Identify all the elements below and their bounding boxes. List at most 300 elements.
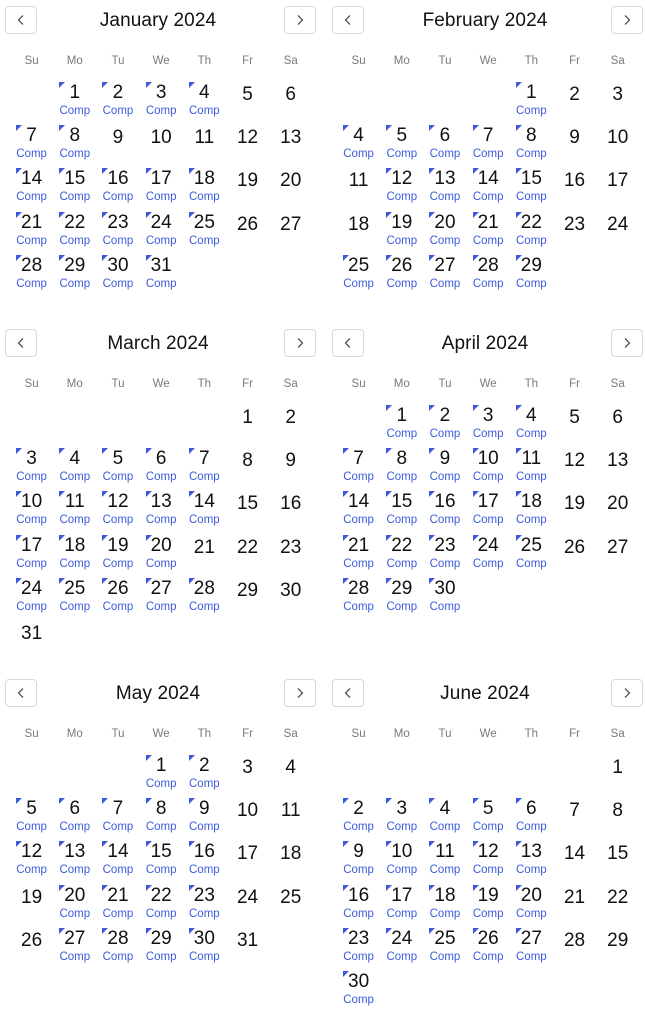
day-cell[interactable]	[10, 877, 53, 920]
day-cell[interactable]	[553, 833, 596, 876]
day-cell[interactable]	[96, 790, 139, 833]
comp-corner-marker	[59, 212, 65, 218]
comp-label: Comp	[386, 907, 418, 920]
day-cell[interactable]	[96, 483, 139, 526]
day-cell[interactable]	[226, 747, 269, 790]
day-cell[interactable]	[423, 247, 466, 290]
day-cell[interactable]	[10, 613, 53, 656]
day-cell[interactable]	[380, 117, 423, 160]
weekday-label: We	[479, 378, 497, 390]
day-number: 16	[107, 168, 129, 190]
day-number: 9	[112, 127, 124, 149]
comp-corner-marker	[146, 448, 152, 454]
day-cell[interactable]	[140, 440, 183, 483]
day-cell[interactable]	[269, 483, 312, 526]
day-cell[interactable]	[183, 790, 226, 833]
day-cell[interactable]	[269, 160, 312, 203]
day-cell[interactable]	[423, 160, 466, 203]
day-number: 27	[434, 254, 456, 276]
comp-label: Comp	[429, 557, 461, 570]
day-cell[interactable]	[423, 833, 466, 876]
day-number: 15	[391, 491, 413, 513]
day-cell[interactable]	[269, 527, 312, 570]
day-cell[interactable]	[140, 527, 183, 570]
weekday-label: Su	[24, 378, 39, 390]
day-cell[interactable]	[510, 920, 553, 963]
month-title: March 2024	[107, 333, 209, 354]
day-cell[interactable]	[337, 833, 380, 876]
day-cell[interactable]	[226, 74, 269, 117]
day-cell[interactable]	[510, 117, 553, 160]
day-cell[interactable]	[553, 74, 596, 117]
day-cell[interactable]	[596, 833, 639, 876]
day-cell[interactable]	[96, 247, 139, 290]
day-cell[interactable]	[467, 833, 510, 876]
day-cell[interactable]	[53, 790, 96, 833]
next-month-button[interactable]	[611, 679, 643, 707]
day-cell[interactable]	[140, 570, 183, 613]
comp-label: Comp	[516, 105, 547, 117]
day-cell[interactable]	[380, 397, 423, 440]
day-cell[interactable]	[553, 204, 596, 247]
day-cell[interactable]	[226, 920, 269, 963]
weekday-label: Fr	[242, 55, 253, 67]
next-month-button[interactable]	[611, 6, 643, 34]
comp-corner-marker	[102, 798, 108, 804]
next-month-button[interactable]	[611, 329, 643, 357]
month-title: January 2024	[99, 10, 217, 31]
day-number: 26	[391, 254, 413, 276]
day-cell[interactable]	[140, 160, 183, 203]
comp-label: Comp	[429, 148, 461, 161]
comp-label: Comp	[59, 821, 91, 834]
day-cell[interactable]	[380, 483, 423, 526]
day-cell[interactable]	[596, 397, 639, 440]
day-cell[interactable]	[269, 117, 312, 160]
comp-corner-marker	[343, 971, 349, 977]
day-cell[interactable]	[596, 527, 639, 570]
comp-corner-marker	[386, 578, 392, 584]
day-cell[interactable]	[553, 160, 596, 203]
day-cell[interactable]	[96, 204, 139, 247]
day-cell[interactable]	[553, 440, 596, 483]
day-cell[interactable]	[553, 920, 596, 963]
day-number: 6	[526, 798, 537, 820]
day-cell[interactable]	[337, 440, 380, 483]
comp-label: Comp	[516, 907, 547, 920]
day-cell[interactable]	[183, 920, 226, 963]
day-cell[interactable]	[467, 527, 510, 570]
weekday-label: Th	[197, 728, 212, 740]
day-cell[interactable]	[337, 483, 380, 526]
day-number: 20	[150, 534, 172, 556]
day-cell[interactable]	[226, 483, 269, 526]
day-cell[interactable]	[510, 877, 553, 920]
day-cell[interactable]	[423, 790, 466, 833]
day-cell[interactable]	[380, 833, 423, 876]
day-cell[interactable]	[53, 440, 96, 483]
comp-corner-marker	[473, 125, 479, 131]
next-month-button[interactable]	[284, 329, 316, 357]
day-cell[interactable]	[337, 204, 380, 247]
day-cell[interactable]	[140, 877, 183, 920]
day-cell[interactable]	[183, 160, 226, 203]
day-cell[interactable]	[226, 397, 269, 440]
day-number: 14	[193, 491, 215, 513]
day-cell[interactable]	[337, 963, 380, 1006]
day-cell[interactable]	[596, 790, 639, 833]
day-cell[interactable]	[140, 833, 183, 876]
comp-label: Comp	[516, 950, 547, 963]
comp-corner-marker	[386, 255, 392, 261]
day-cell[interactable]	[380, 790, 423, 833]
day-cell[interactable]	[53, 247, 96, 290]
day-cell[interactable]	[596, 204, 639, 247]
day-cell[interactable]	[596, 440, 639, 483]
day-cell[interactable]	[467, 440, 510, 483]
day-cell[interactable]	[423, 527, 466, 570]
day-number: 25	[280, 886, 302, 908]
day-cell[interactable]	[53, 570, 96, 613]
month-calendar	[0, 323, 316, 656]
day-cell[interactable]	[553, 397, 596, 440]
comp-label: Comp	[386, 514, 418, 527]
day-cell[interactable]	[510, 483, 553, 526]
day-cell[interactable]	[510, 204, 553, 247]
day-number: 12	[107, 491, 129, 513]
comp-label: Comp	[59, 234, 91, 247]
comp-corner-marker	[146, 885, 152, 891]
weekday-label: Mo	[393, 728, 410, 740]
day-cell[interactable]	[510, 247, 553, 290]
day-cell[interactable]	[140, 247, 183, 290]
day-cell[interactable]	[226, 570, 269, 613]
day-cell[interactable]	[337, 527, 380, 570]
day-cell[interactable]	[226, 204, 269, 247]
day-cell[interactable]	[467, 117, 510, 160]
day-cell[interactable]	[183, 440, 226, 483]
day-cell[interactable]	[140, 483, 183, 526]
day-cell[interactable]	[423, 440, 466, 483]
comp-corner-marker	[16, 212, 22, 218]
day-number: 9	[353, 841, 364, 863]
comp-corner-marker	[516, 535, 522, 541]
day-cell[interactable]	[423, 204, 466, 247]
comp-corner-marker	[516, 125, 522, 131]
day-cell[interactable]	[467, 790, 510, 833]
day-cell[interactable]	[10, 247, 53, 290]
day-number: 8	[69, 125, 81, 147]
empty-day-cell	[10, 747, 53, 790]
day-number: 6	[69, 798, 81, 820]
day-cell[interactable]	[140, 790, 183, 833]
day-cell[interactable]	[337, 570, 380, 613]
empty-day-cell	[10, 74, 53, 117]
day-cell[interactable]	[423, 877, 466, 920]
day-number: 9	[439, 448, 451, 470]
day-cell[interactable]	[596, 74, 639, 117]
day-cell[interactable]	[53, 204, 96, 247]
day-cell[interactable]	[10, 570, 53, 613]
day-cell[interactable]	[53, 117, 96, 160]
day-number: 1	[242, 407, 253, 428]
comp-label: Comp	[472, 471, 504, 484]
empty-day-cell	[380, 747, 423, 790]
day-cell[interactable]	[226, 160, 269, 203]
day-cell[interactable]	[337, 920, 380, 963]
day-cell[interactable]	[337, 160, 380, 203]
day-cell[interactable]	[553, 117, 596, 160]
day-cell[interactable]	[269, 204, 312, 247]
day-cell[interactable]	[183, 204, 226, 247]
day-cell[interactable]	[553, 877, 596, 920]
comp-label: Comp	[516, 821, 547, 834]
comp-corner-marker	[146, 82, 152, 88]
day-number: 30	[348, 970, 370, 992]
comp-corner-marker	[343, 578, 349, 584]
comp-label: Comp	[343, 514, 374, 527]
comp-label: Comp	[472, 821, 504, 834]
comp-label: Comp	[472, 428, 504, 440]
day-cell[interactable]	[380, 570, 423, 613]
day-cell[interactable]	[467, 204, 510, 247]
day-cell[interactable]	[226, 877, 269, 920]
comp-corner-marker	[16, 798, 22, 804]
day-cell[interactable]	[423, 570, 466, 613]
day-cell[interactable]	[53, 527, 96, 570]
day-cell[interactable]	[53, 483, 96, 526]
day-cell[interactable]	[337, 117, 380, 160]
day-cell[interactable]	[510, 833, 553, 876]
day-number: 23	[563, 213, 586, 235]
day-cell[interactable]	[553, 527, 596, 570]
day-cell[interactable]	[510, 790, 553, 833]
day-cell[interactable]	[467, 877, 510, 920]
comp-corner-marker	[189, 928, 195, 934]
comp-corner-marker	[189, 755, 195, 761]
day-cell[interactable]	[53, 833, 96, 876]
weekday-label: Sa	[610, 728, 625, 740]
empty-day-cell	[337, 397, 380, 440]
day-cell[interactable]	[596, 877, 639, 920]
day-cell[interactable]	[96, 920, 139, 963]
comp-label: Comp	[386, 557, 418, 570]
weekday-label: Tu	[111, 378, 125, 390]
comp-label: Comp	[386, 148, 418, 161]
weekday-label: Mo	[393, 378, 410, 390]
day-cell[interactable]	[467, 160, 510, 203]
day-cell[interactable]	[269, 74, 312, 117]
day-cell[interactable]	[140, 117, 183, 160]
weekday-label: We	[152, 378, 170, 390]
empty-day-cell	[96, 747, 139, 790]
day-cell[interactable]	[596, 160, 639, 203]
day-number: 30	[107, 254, 129, 276]
comp-label: Comp	[429, 907, 461, 920]
day-cell[interactable]	[596, 117, 639, 160]
weekday-label: Su	[351, 378, 366, 390]
day-cell[interactable]	[183, 527, 226, 570]
day-cell[interactable]	[380, 527, 423, 570]
weekday-label: Fr	[569, 378, 580, 390]
day-cell[interactable]	[183, 833, 226, 876]
day-cell[interactable]	[183, 117, 226, 160]
day-cell[interactable]	[269, 877, 312, 920]
day-cell[interactable]	[140, 920, 183, 963]
day-cell[interactable]	[467, 397, 510, 440]
day-cell[interactable]	[467, 247, 510, 290]
empty-day-cell	[423, 74, 466, 117]
day-cell[interactable]	[183, 877, 226, 920]
day-cell[interactable]	[380, 877, 423, 920]
day-cell[interactable]	[183, 74, 226, 117]
day-cell[interactable]	[226, 440, 269, 483]
day-cell[interactable]	[467, 483, 510, 526]
day-cell[interactable]	[380, 204, 423, 247]
day-cell[interactable]	[140, 747, 183, 790]
comp-label: Comp	[472, 514, 504, 527]
day-cell[interactable]	[10, 833, 53, 876]
day-cell[interactable]	[269, 397, 312, 440]
day-cell[interactable]	[510, 160, 553, 203]
day-number: 22	[520, 211, 542, 233]
day-number: 7	[26, 125, 37, 147]
weekday-label: We	[479, 728, 497, 740]
comp-corner-marker	[59, 578, 65, 584]
weekday-label: Mo	[66, 378, 83, 390]
day-cell[interactable]	[226, 117, 269, 160]
day-cell[interactable]	[183, 483, 226, 526]
day-cell[interactable]	[96, 117, 139, 160]
month-title: April 2024	[441, 333, 529, 354]
day-cell[interactable]	[423, 483, 466, 526]
weekday-label: Th	[524, 378, 539, 390]
day-cell[interactable]	[269, 570, 312, 613]
day-cell[interactable]	[140, 74, 183, 117]
comp-corner-marker	[59, 928, 65, 934]
day-cell[interactable]	[269, 747, 312, 790]
day-cell[interactable]	[423, 920, 466, 963]
comp-corner-marker	[429, 798, 435, 804]
day-cell[interactable]	[10, 160, 53, 203]
day-cell[interactable]	[596, 920, 639, 963]
weekday-header-row	[337, 54, 643, 74]
day-cell[interactable]	[10, 790, 53, 833]
day-cell[interactable]	[96, 74, 139, 117]
day-number: 3	[482, 405, 494, 426]
day-number: 16	[280, 493, 302, 515]
day-cell[interactable]	[96, 877, 139, 920]
comp-label: Comp	[102, 234, 134, 247]
day-cell[interactable]	[380, 440, 423, 483]
day-cell[interactable]	[96, 527, 139, 570]
day-cell[interactable]	[10, 920, 53, 963]
comp-label: Comp	[472, 277, 504, 290]
day-cell[interactable]	[269, 833, 312, 876]
day-cell[interactable]	[337, 877, 380, 920]
day-cell[interactable]	[226, 790, 269, 833]
day-cell[interactable]	[269, 790, 312, 833]
day-cell[interactable]	[53, 160, 96, 203]
comp-corner-marker	[343, 255, 349, 261]
day-cell[interactable]	[423, 397, 466, 440]
day-cell[interactable]	[337, 247, 380, 290]
day-cell[interactable]	[510, 440, 553, 483]
day-cell[interactable]	[553, 790, 596, 833]
day-cell[interactable]	[183, 570, 226, 613]
comp-corner-marker	[59, 491, 65, 497]
day-cell[interactable]	[10, 117, 53, 160]
day-cell[interactable]	[183, 747, 226, 790]
day-cell[interactable]	[553, 483, 596, 526]
day-cell[interactable]	[226, 527, 269, 570]
day-number: 1	[155, 755, 167, 776]
day-cell[interactable]	[596, 747, 639, 790]
comp-label: Comp	[189, 191, 220, 204]
day-cell[interactable]	[10, 440, 53, 483]
day-cell[interactable]	[96, 160, 139, 203]
comp-label: Comp	[102, 821, 134, 834]
day-number: 16	[193, 841, 215, 863]
day-cell[interactable]	[96, 833, 139, 876]
comp-corner-marker	[146, 755, 152, 761]
day-cell[interactable]	[96, 440, 139, 483]
day-cell[interactable]	[380, 247, 423, 290]
day-cell[interactable]	[226, 833, 269, 876]
day-cell[interactable]	[269, 440, 312, 483]
day-number: 9	[199, 798, 210, 820]
day-cell[interactable]	[596, 483, 639, 526]
comp-corner-marker	[429, 491, 435, 497]
day-cell[interactable]	[510, 74, 553, 117]
day-number: 7	[569, 800, 580, 822]
day-number: 12	[563, 450, 586, 472]
comp-corner-marker	[429, 168, 435, 174]
chevron-right-icon	[294, 337, 306, 349]
comp-corner-marker	[16, 535, 22, 541]
day-number: 23	[107, 211, 129, 233]
day-number: 26	[236, 213, 259, 235]
next-month-button[interactable]	[284, 6, 316, 34]
comp-label: Comp	[343, 907, 374, 920]
day-cell[interactable]	[96, 570, 139, 613]
next-month-button[interactable]	[284, 679, 316, 707]
days-grid	[337, 397, 643, 613]
day-cell[interactable]	[467, 920, 510, 963]
day-cell[interactable]	[53, 920, 96, 963]
day-cell[interactable]	[53, 74, 96, 117]
day-cell[interactable]	[510, 397, 553, 440]
day-cell[interactable]	[10, 527, 53, 570]
comp-label: Comp	[102, 557, 134, 570]
day-cell[interactable]	[140, 204, 183, 247]
day-cell[interactable]	[380, 160, 423, 203]
comp-corner-marker	[386, 928, 392, 934]
day-cell[interactable]	[10, 483, 53, 526]
day-number: 16	[348, 884, 370, 906]
comp-corner-marker	[473, 212, 479, 218]
day-cell[interactable]	[423, 117, 466, 160]
day-cell[interactable]	[380, 920, 423, 963]
day-cell[interactable]	[10, 204, 53, 247]
day-number: 2	[199, 755, 210, 776]
day-cell[interactable]	[337, 790, 380, 833]
day-cell[interactable]	[53, 877, 96, 920]
day-number: 20	[607, 493, 629, 515]
day-number: 19	[477, 884, 499, 906]
comp-corner-marker	[16, 448, 22, 454]
day-cell[interactable]	[510, 527, 553, 570]
